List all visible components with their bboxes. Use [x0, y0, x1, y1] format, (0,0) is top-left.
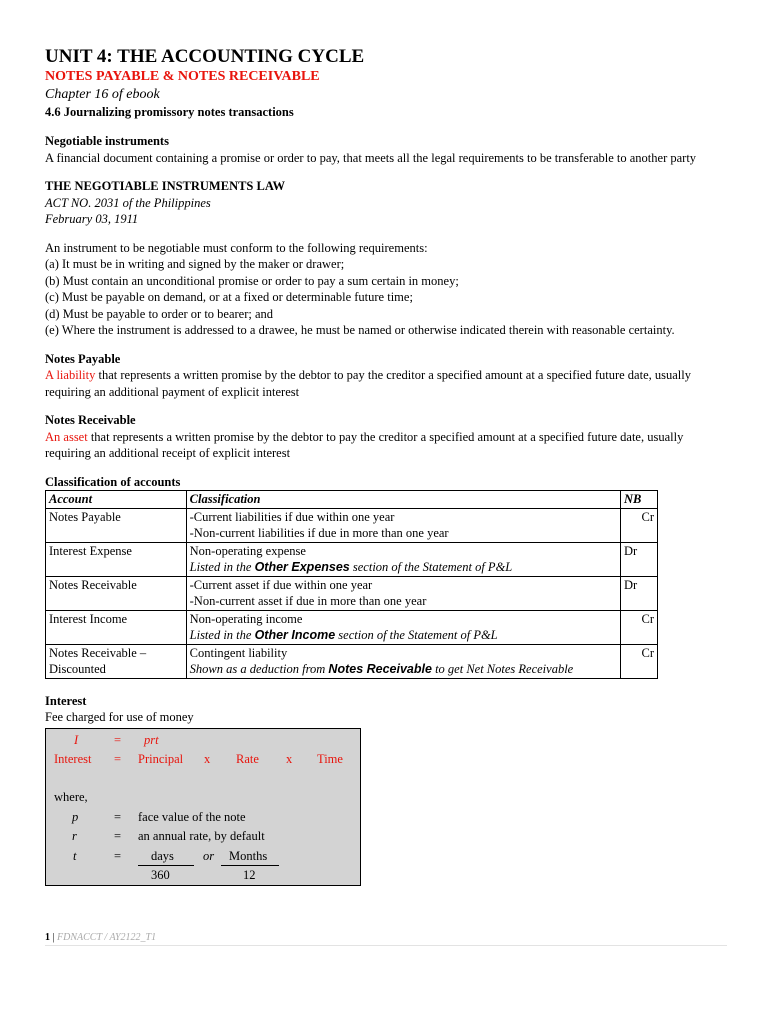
table-row — [46, 508, 658, 542]
formula-equals: = — [114, 751, 122, 766]
law-intro: An instrument to be negotiable must conform to the following requirements: — [45, 240, 428, 255]
asset-highlight: An asset — [45, 429, 88, 444]
requirement-e: (e) Where the instrument is addressed to a drawee, he must be named or otherwise indicated therein with reasonable certainty. — [45, 323, 675, 337]
formula-days: days — [151, 848, 174, 863]
requirement-c: (c) Must be payable on demand, or at a fixed or determinable future time; — [45, 290, 413, 304]
column-header-nb: NB — [621, 491, 658, 509]
formula-days-denominator: 360 — [151, 867, 170, 882]
nb-cell: Cr — [621, 610, 658, 644]
liability-highlight: A liability — [45, 368, 96, 382]
formula-times: x — [286, 751, 293, 766]
law-date: February 03, 1911 — [45, 212, 139, 226]
classification-cell: -Current asset if due within one year -Non-current asset if due in more than one year — [186, 576, 620, 610]
classification-cell: -Current liabilities if due within one year -Non-current liabilities if due in more than one year — [186, 508, 620, 542]
nb-cell: Cr — [621, 508, 658, 542]
requirement-a: (a) It must be in writing and signed by the maker or drawer; — [45, 257, 345, 271]
account-cell: Interest Income — [46, 610, 187, 644]
interest-definition: Fee charged for use of money — [45, 710, 194, 724]
formula-times: x — [204, 751, 211, 766]
formula-equals: = — [114, 809, 122, 824]
classification-heading: Classification of accounts — [45, 474, 181, 489]
formula-symbol-i: I — [74, 732, 79, 747]
formula-where: where, — [54, 789, 88, 804]
classification-cell: Non-operating expense Listed in the Other Expenses section of the Statement of P&L — [186, 542, 620, 576]
document-page — [45, 46, 725, 886]
table-row — [46, 542, 658, 576]
account-cell: Notes Receivable — [46, 576, 187, 610]
formula-r: r — [72, 828, 77, 843]
formula-principal-word: Principal — [138, 751, 184, 766]
classification-cell: Non-operating income Listed in the Other Income section of the Statement of P&L — [186, 610, 620, 644]
formula-or: or — [203, 848, 215, 863]
interest-heading: Interest — [45, 693, 87, 708]
unit-title: UNIT 4: THE ACCOUNTING CYCLE — [45, 46, 365, 67]
course-code: FDNACCT / AY2122_T1 — [57, 932, 157, 943]
notes-receivable-definition: An asset that represents a written promise by the debtor to pay the creditor a specified amount at a specified future date, usually requiring an additional receipt of explicit interest — [45, 429, 684, 460]
formula-equals: = — [114, 848, 122, 863]
classification-cell: Contingent liability Shown as a deduction from Notes Receivable to get Net Notes Receivable — [186, 644, 620, 678]
negotiable-heading: Negotiable instruments — [45, 134, 169, 148]
footer-divider — [45, 945, 727, 946]
chapter-ref: Chapter 16 of ebook — [45, 87, 160, 102]
table-row — [46, 644, 658, 678]
page-number: 1 — [45, 932, 50, 943]
account-cell: Notes Payable — [46, 508, 187, 542]
account-cell: Interest Expense — [46, 542, 187, 576]
formula-equals: = — [114, 732, 122, 747]
formula-rate-word: Rate — [236, 751, 259, 766]
interest-formula-box — [45, 728, 361, 886]
formula-interest-word: Interest — [54, 751, 92, 766]
formula-p-definition: face value of the note — [138, 809, 246, 824]
formula-equals: = — [114, 828, 122, 843]
requirement-b: (b) Must contain an unconditional promise or order to pay a sum certain in money; — [45, 273, 459, 288]
formula-p: p — [72, 809, 79, 824]
table-row — [46, 576, 658, 610]
section-title: 4.6 Journalizing promissory notes transactions — [45, 105, 294, 119]
requirement-d: (d) Must be payable to order or to bearer; and — [45, 306, 274, 321]
nb-cell: Cr — [621, 644, 658, 678]
table-header-row — [46, 491, 658, 509]
table-row — [46, 610, 658, 644]
law-act: ACT NO. 2031 of the Philippines — [45, 195, 211, 210]
nb-cell: Dr — [621, 542, 658, 576]
formula-months-denominator: 12 — [243, 867, 256, 882]
formula-months: Months — [229, 848, 268, 863]
page-footer: 1 | FDNACCT / AY2122_T1 — [45, 932, 157, 943]
classification-table — [45, 490, 658, 679]
notes-payable-definition: A liability that represents a written promise by the debtor to pay the creditor a specified amount at a specified future date, usually requiring an additional payment of explicit interest — [45, 368, 691, 399]
formula-r-definition: an annual rate, by default — [138, 828, 265, 843]
account-cell: Notes Receivable – Discounted — [46, 644, 187, 678]
law-heading: THE NEGOTIABLE INSTRUMENTS LAW — [45, 179, 285, 193]
formula-time-word: Time — [317, 751, 343, 766]
formula-t: t — [73, 848, 77, 863]
topic-title: NOTES PAYABLE & NOTES RECEIVABLE — [45, 69, 320, 84]
nb-cell: Dr — [621, 576, 658, 610]
formula-prt: prt — [144, 732, 159, 747]
notes-payable-heading: Notes Payable — [45, 351, 121, 366]
notes-receivable-heading: Notes Receivable — [45, 413, 136, 427]
column-header-classification: Classification — [186, 491, 620, 509]
negotiable-definition: A financial document containing a promise or order to pay, that meets all the legal requirements to be transferable to another party — [45, 150, 697, 165]
column-header-account: Account — [46, 491, 187, 509]
